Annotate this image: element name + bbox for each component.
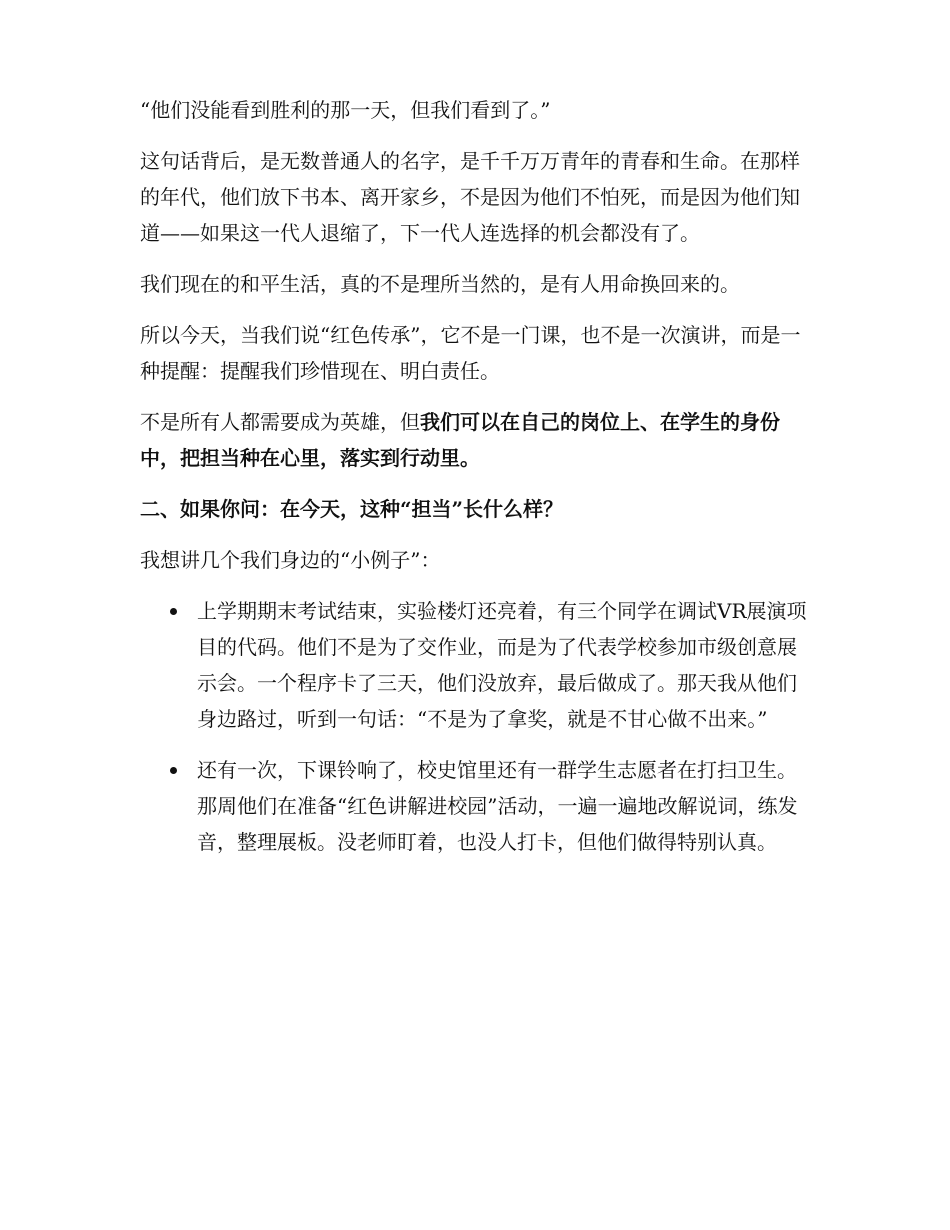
examples-intro: 我想讲几个我们身边的“小例子”：	[140, 548, 441, 572]
paragraph-responsibility-lead: 不是所有人都需要成为英雄，但	[140, 410, 420, 434]
list-item	[140, 752, 810, 860]
paragraph-responsibility-bold: 我们可以在自己的岗位上、在学生的身份中，把担当种在心里，落实到行动里。	[140, 410, 780, 470]
quote-paragraph: “他们没能看到胜利的那一天，但我们看到了。”	[140, 98, 551, 122]
paragraph-responsibility	[140, 404, 810, 476]
list-item-text: 还有一次，下课铃响了，校史馆里还有一群学生志愿者在打扫卫生。那周他们在准备“红色讲解进校园”活动，一遍一遍地改解说词，练发音，整理展板。没老师盯着，也没人打卡，但他们做得特别认真。	[197, 758, 798, 854]
examples-list	[140, 593, 810, 860]
document-page	[140, 92, 810, 875]
paragraph-red-heritage: 所以今天，当我们说“红色传承”，它不是一门课，也不是一次演讲，而是一种提醒：提醒我们珍惜现在、明白责任。	[140, 323, 801, 383]
paragraph-sacrifice: 这句话背后，是无数普通人的名字，是千千万万青年的青春和生命。在那样的年代，他们放下书本、离开家乡，不是因为他们不怕死，而是因为他们知道——如果这一代人退缩了，下一代人连选择的机会都没有了。	[140, 149, 800, 245]
list-item-text: 上学期期末考试结束，实验楼灯还亮着，有三个同学在调试VR展演项目的代码。他们不是为了交作业，而是为了代表学校参加市级创意展示会。一个程序卡了三天，他们没放弃，最后做成了。那天我从他们身边路过，听到一句话：“不是为了拿奖，就是不甘心做不出来。”	[197, 599, 807, 731]
paragraph-peace: 我们现在的和平生活，真的不是理所当然的，是有人用命换回来的。	[140, 272, 740, 296]
list-item	[140, 593, 810, 737]
bullet-icon	[170, 608, 177, 615]
section-heading-2: 二、如果你问：在今天，这种“担当”长什么样？	[140, 497, 564, 521]
bullet-icon	[170, 767, 177, 774]
